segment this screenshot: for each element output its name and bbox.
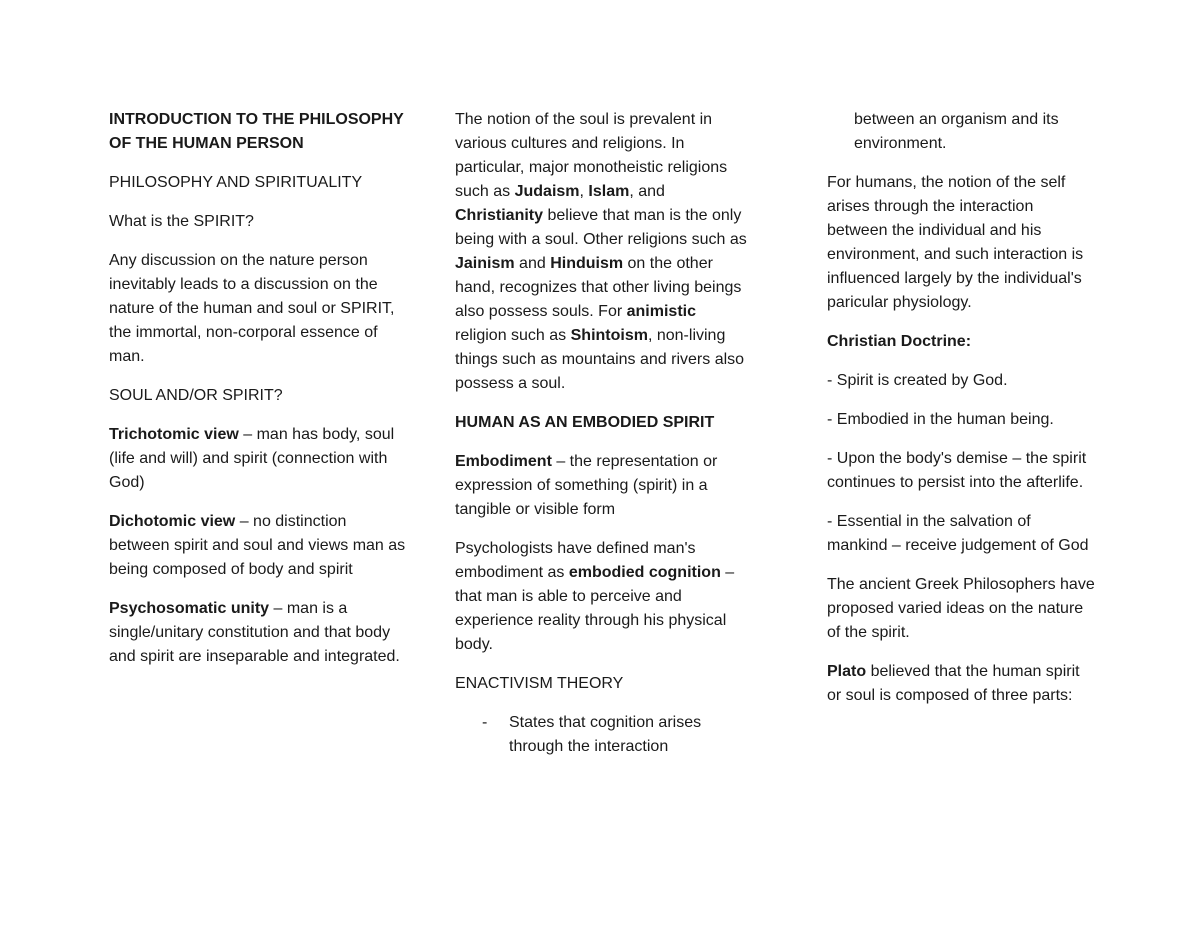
soul-notion-paragraph: The notion of the soul is prevalent in various cultures and religions. In particular, major monotheistic religions such as Judaism, Islam, and Christianity believe that man is the only being with a soul. Other religions such as Jainism and Hinduism on the other hand, recognizes that other living beings also possess souls. For animistic religion such as Shintoism, non-living things such as mountains and rivers also possess a soul. [455,111,747,392]
question-heading: What is the SPIRIT? [109,213,254,230]
doctrine-item: - Essential in the salvation of mankind – receive judgement of God [827,513,1089,554]
trichotomic-paragraph: Trichotomic view – man has body, soul (life and will) and spirit (connection with God) [109,426,395,491]
dichotomic-paragraph: Dichotomic view – no distinction between spirit and soul and views man as being composed of body and spirit [109,513,406,578]
doctrine-item: - Embodied in the human being. [827,411,1054,428]
column-3 [827,108,1095,723]
section-heading: PHILOSOPHY AND SPIRITUALITY [109,174,363,191]
psychosomatic-term: Psychosomatic unity [109,600,270,617]
doctrine-item: - Upon the body's demise – the spirit continues to persist into the afterlife. [827,450,1087,491]
soul-spirit-heading: SOUL AND/OR SPIRIT? [109,387,283,404]
greek-philosophers-paragraph: The ancient Greek Philosophers have proposed varied ideas on the nature of the spirit. [827,576,1095,641]
intro-paragraph: Any discussion on the nature person inevitably leads to a discussion on the nature of the human and soul or SPIRIT, the immortal, non-corporal essence of man. [109,252,395,365]
column-1 [109,108,409,684]
christian-doctrine-heading: Christian Doctrine: [827,333,972,350]
embodiment-term: Embodiment [455,453,552,470]
plato-term: Plato [827,663,867,680]
humans-self-paragraph: For humans, the notion of the self arises through the interaction between the individual and his environment, and such interaction is influenced largely by the individual's paricular physiology. [827,174,1084,311]
plato-paragraph: Plato believed that the human spirit or soul is composed of three parts: [827,663,1080,704]
list-item: - States that cognition arises through the interaction [482,714,702,755]
trichotomic-term: Trichotomic view [109,426,239,443]
document-title: INTRODUCTION TO THE PHILOSOPHY OF THE HUMAN PERSON [109,111,404,152]
dichotomic-term: Dichotomic view [109,513,236,530]
psychologists-paragraph: Psychologists have defined man's embodiment as embodied cognition – that man is able to perceive and experience reality through his physical body. [455,540,735,653]
column-2 [455,108,747,759]
embodied-spirit-heading: HUMAN AS AN EMBODIED SPIRIT [455,414,715,431]
embodiment-paragraph: Embodiment – the representation or expression of something (spirit) in a tangible or visible form [455,453,718,518]
enactivism-heading: ENACTIVISM THEORY [455,675,624,692]
list-item-continuation: between an organism and its environment. [854,111,1059,152]
doctrine-item: - Spirit is created by God. [827,372,1008,389]
psychosomatic-paragraph: Psychosomatic unity – man is a single/unitary constitution and that body and spirit are inseparable and integrated. [109,600,400,665]
